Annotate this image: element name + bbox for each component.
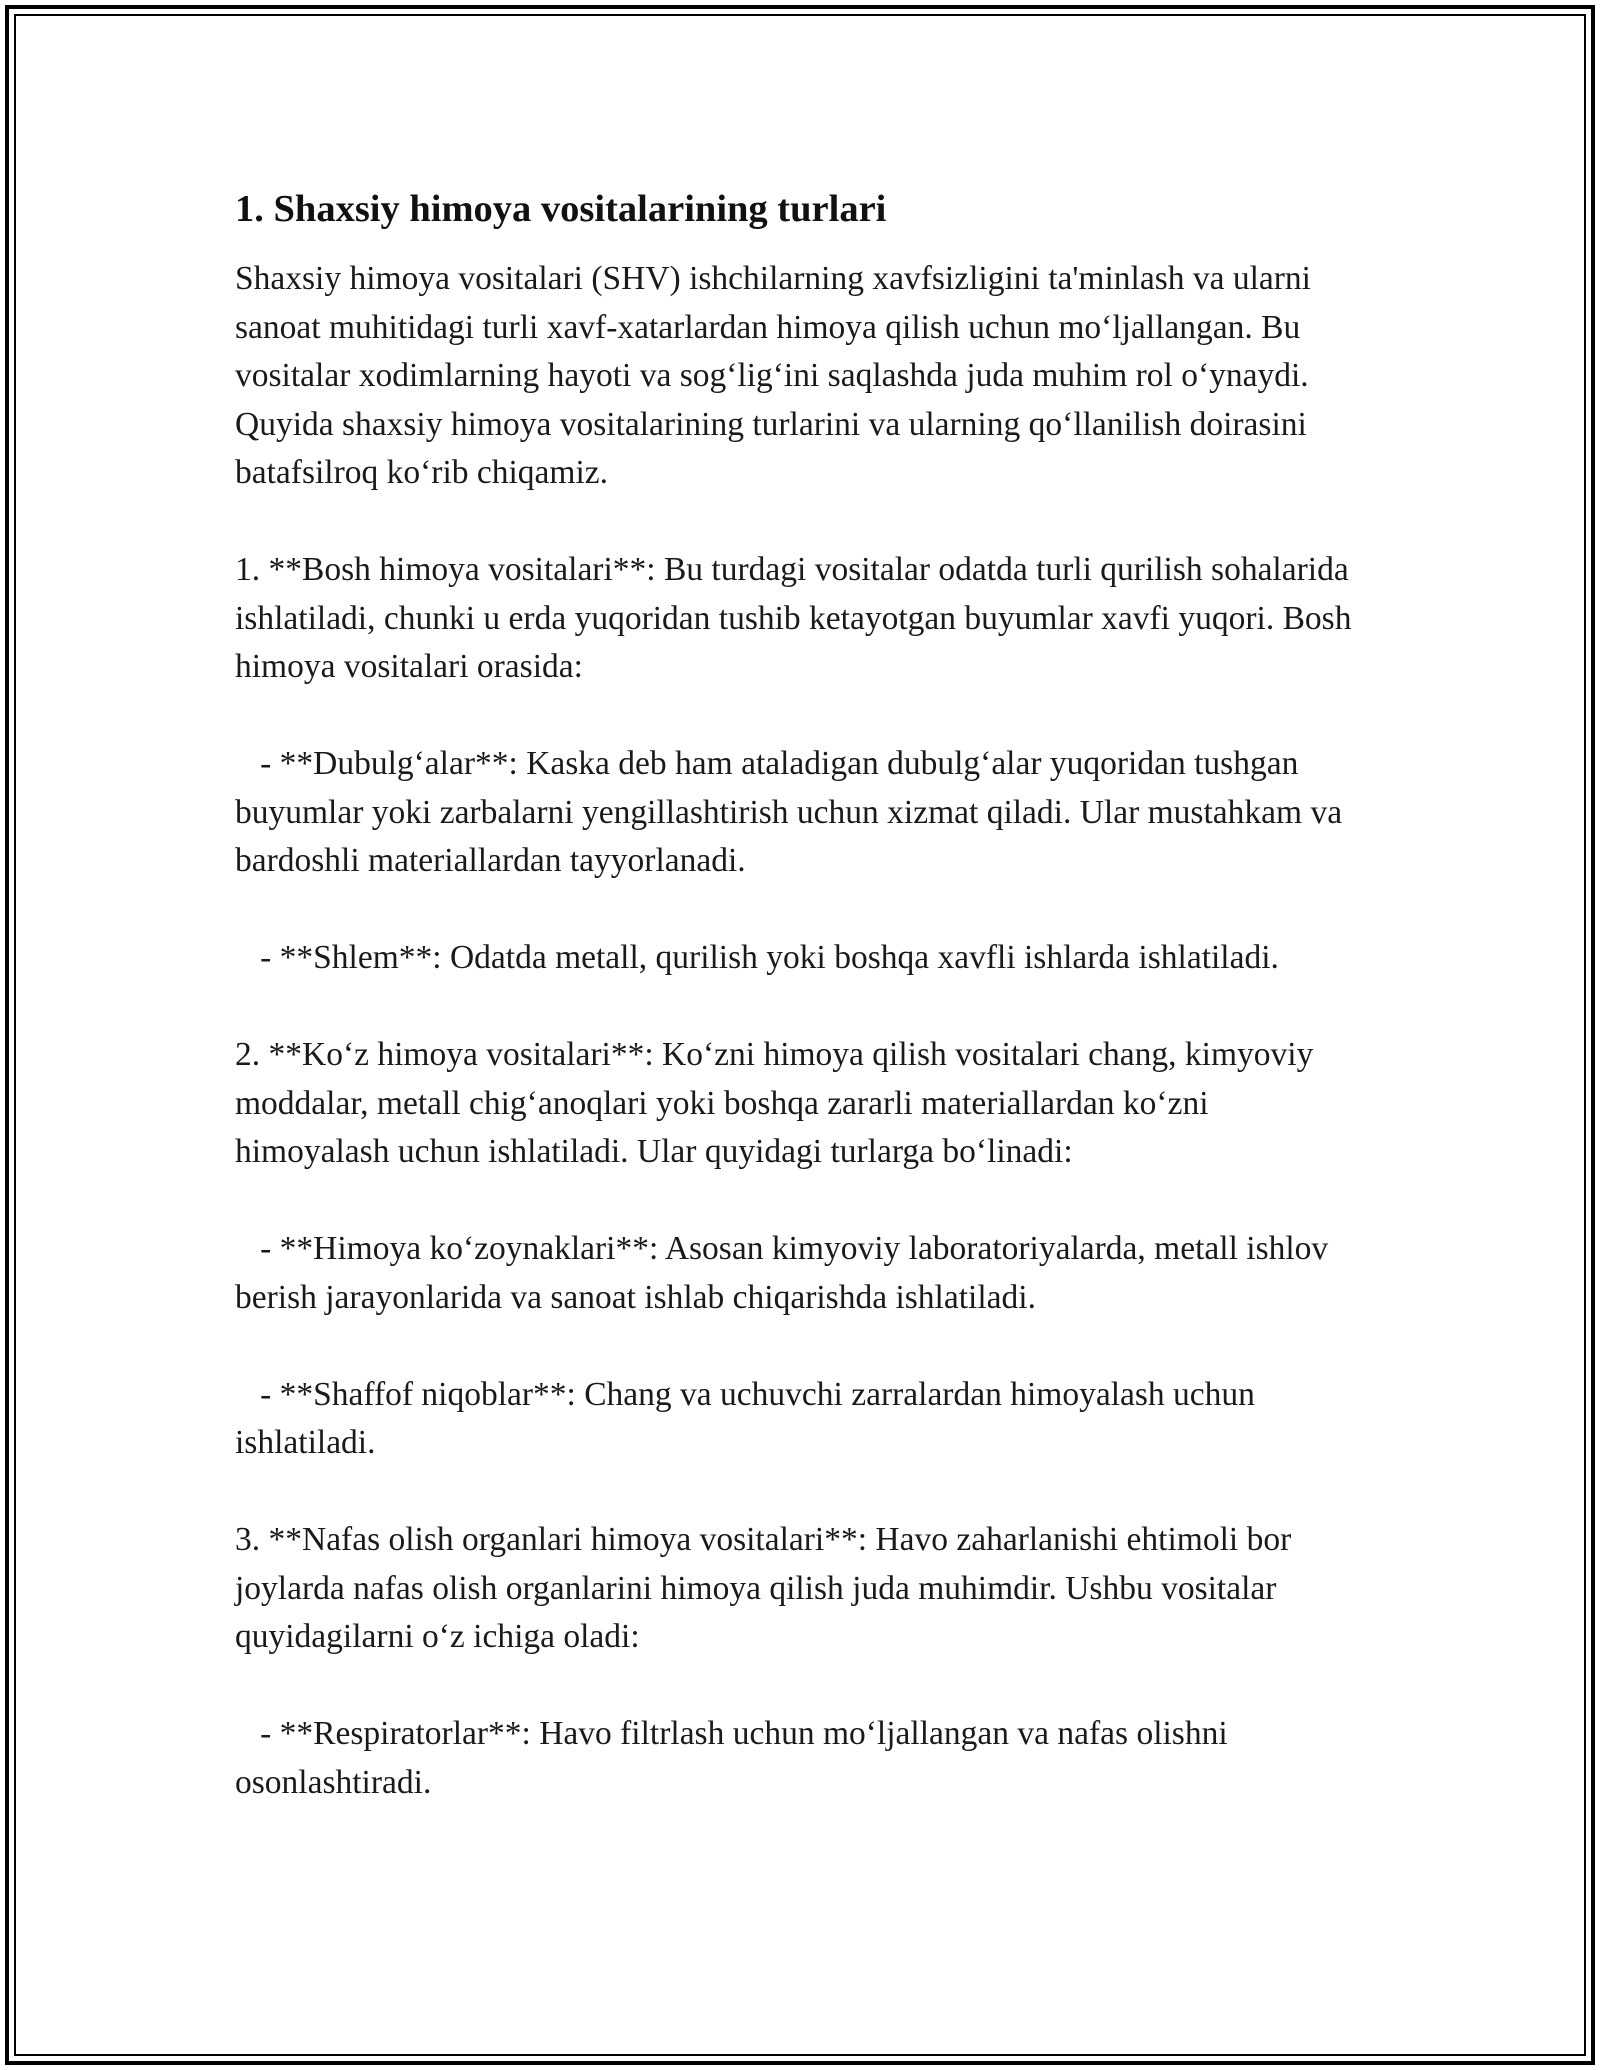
sub-item-helmets: - **Dubulg‘alar**: Kaska deb ham ataladigan dubulg‘alar yuqoridan tushgan buyumlar yoki zarbalarni yengillashtirish uchun xizmat qiladi. Ular mustahkam va bardoshli materiallardan tayyorlanadi. xyxy=(235,745,1351,879)
list-item-eye-protection: 2. **Ko‘z himoya vositalari**: Ko‘zni himoya qilish vositalari chang, kimyoviy moddalar, metall chig‘anoqlari yoki boshqa zararli materiallardan ko‘zni himoyalash uchun ishlatiladi. Ular quyidagi turlarga bo‘linadi: xyxy=(235,1036,1322,1170)
section-heading: 1. Shaxsiy himoya vositalarining turlari xyxy=(235,188,887,230)
sub-item-shlem: - **Shlem**: Odatda metall, qurilish yoki boshqa xavfli ishlarda ishlatiladi. xyxy=(235,939,1279,976)
list-item-head-protection: 1. **Bosh himoya vositalari**: Bu turdagi vositalar odatda turli qurilish sohalarida ishlatiladi, chunki u erda yuqoridan tushib ketayotgan buyumlar xavfi yuqori. Bosh himoya vositalari orasida: xyxy=(235,551,1360,685)
sub-item-goggles: - **Himoya ko‘zoynaklari**: Asosan kimyoviy laboratoriyalarda, metall ishlov berish jarayonlarida va sanoat ishlab chiqarishda ishlatiladi. xyxy=(235,1230,1337,1316)
intro-paragraph: Shaxsiy himoya vositalari (SHV) ishchilarning xavfsizligini ta'minlash va ularni sanoat muhitidagi turli xavf-xatarlardan himoya qilish uchun mo‘ljallangan. Bu vositalar xodimlarning hayoti va sog‘lig‘ini saqlashda juda muhim rol o‘ynaydi. Quyida shaxsiy himoya vositalarining turlarini va ularning qo‘llanilish doirasini batafsilroq ko‘rib chiqamiz. xyxy=(235,260,1320,491)
sub-item-respirators: - **Respiratorlar**: Havo filtrlash uchun mo‘ljallangan va nafas olishni osonlashtiradi. xyxy=(235,1715,1237,1801)
document-body xyxy=(235,185,1365,1807)
list-item-respiratory-protection: 3. **Nafas olish organlari himoya vositalari**: Havo zaharlanishi ehtimoli bor joylarda nafas olish organlarini himoya qilish juda muhimdir. Ushbu vositalar quyidagilarni o‘z ichiga oladi: xyxy=(235,1521,1300,1655)
sub-item-face-shields: - **Shaffof niqoblar**: Chang va uchuvchi zarralardan himoyalash uchun ishlatiladi. xyxy=(235,1375,1264,1461)
